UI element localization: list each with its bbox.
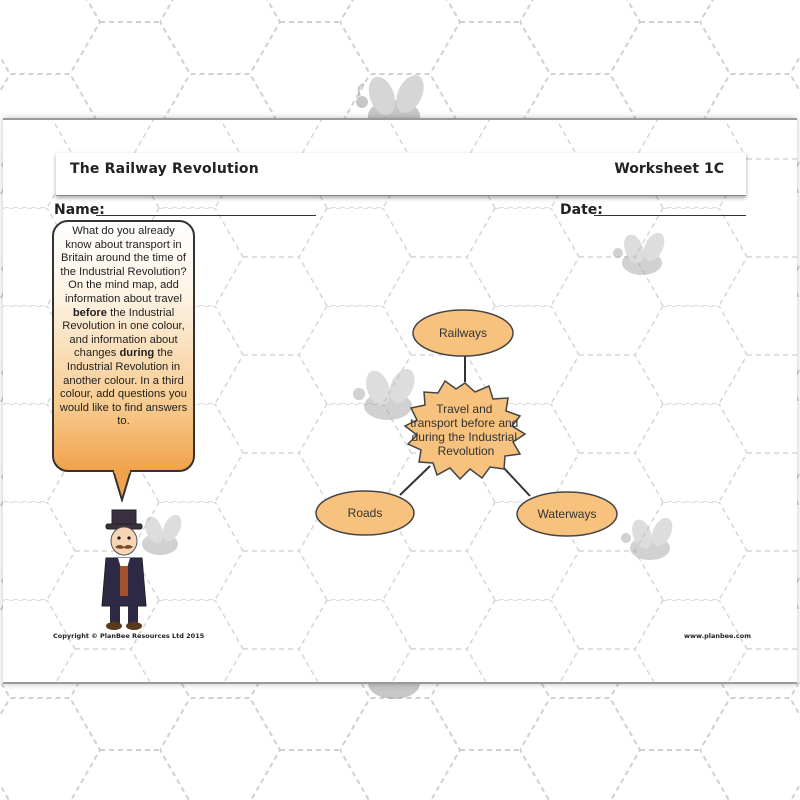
center-line-1: Travel and — [436, 402, 493, 416]
website-link[interactable]: www.planbee.com — [684, 632, 751, 640]
instruction-text-3: the Industrial Revolution in another colour. In a third colour, add questions you would like to find answers to. — [59, 347, 188, 428]
center-line-3: during the Industrial — [411, 430, 518, 444]
node-waterways[interactable] — [517, 492, 617, 536]
mind-map-center[interactable] — [405, 381, 525, 479]
instruction-text: What do you already know about transport in Britain around the time of the Industrial Revolution? On the mind map, add information about travel — [60, 225, 187, 305]
node-roads-label: Roads — [347, 506, 383, 520]
date-label: Date: — [560, 202, 603, 218]
connector-roads — [400, 466, 430, 495]
node-railways[interactable] — [413, 310, 513, 356]
worksheet-title: The Railway Revolution — [70, 161, 259, 177]
worksheet-number: Worksheet 1C — [614, 161, 724, 177]
name-label: Name: — [54, 202, 105, 218]
center-line-2: transport before and — [410, 416, 519, 430]
node-waterways-label: Waterways — [537, 507, 597, 521]
victorian-gentleman-illustration — [96, 508, 152, 632]
instruction-text-2: the Industrial Revolution in one colour, and information about changes — [62, 306, 185, 360]
connector-waterways — [502, 466, 530, 496]
instruction-bold-during: during — [119, 347, 155, 360]
node-roads[interactable] — [316, 491, 414, 535]
node-railways-label: Railways — [438, 326, 488, 340]
copyright-text: Copyright © PlanBee Resources Ltd 2015 — [53, 632, 205, 640]
instruction-bold-before: before — [72, 306, 108, 319]
center-line-4: Revolution — [437, 444, 495, 458]
